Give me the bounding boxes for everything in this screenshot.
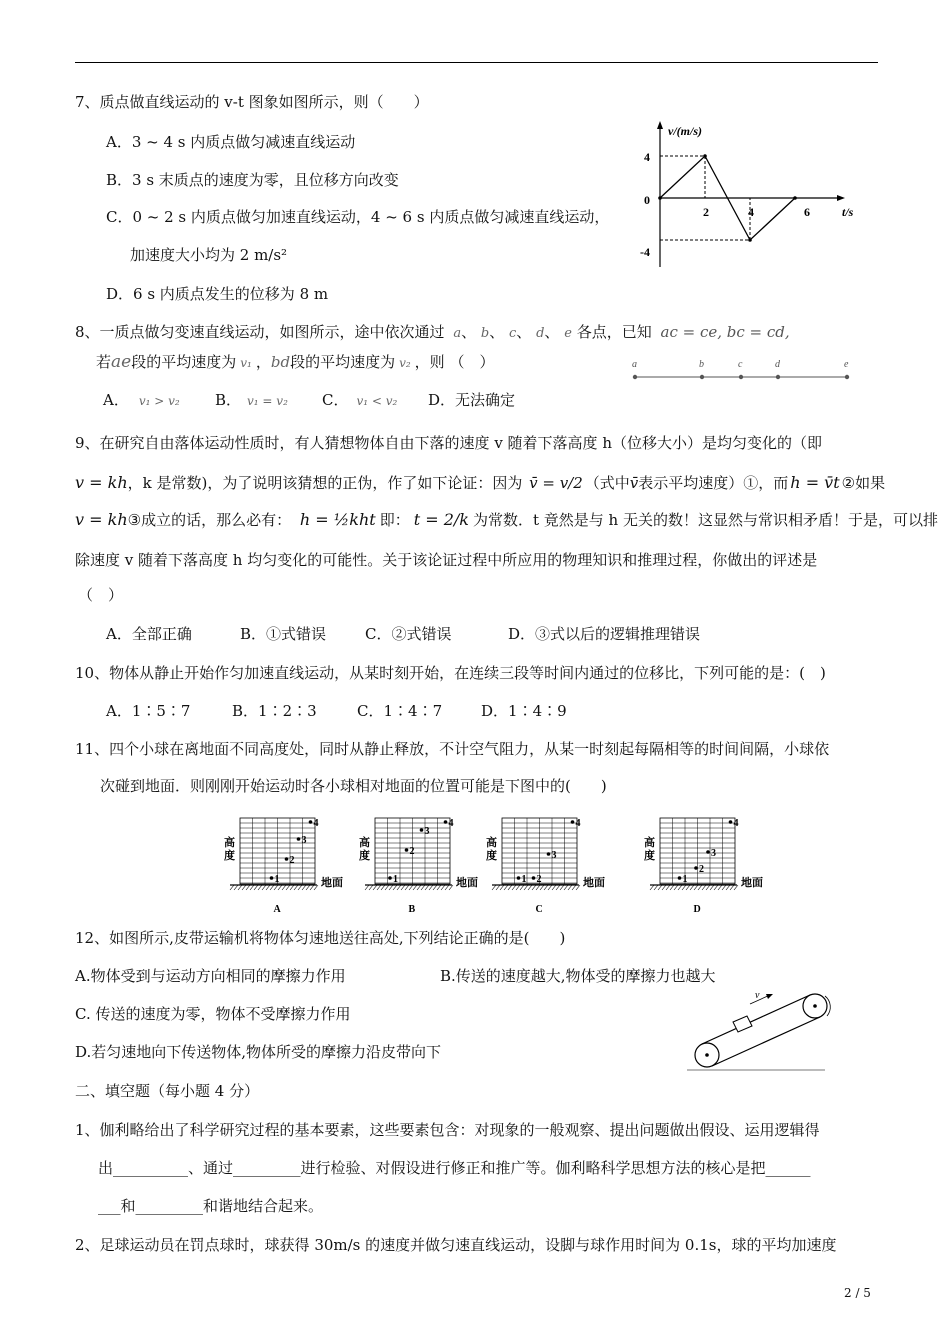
vt-tick-y-neg4: -4 (640, 245, 650, 259)
q11-ball-label-4: 4 (733, 818, 739, 829)
conveyor-pulley-high-axle (813, 1004, 817, 1008)
q11-ball-label-1: 1 (274, 874, 280, 885)
q9-line2 (75, 473, 885, 493)
q11-ground-hatch (686, 885, 690, 890)
q11-ground-hatch (650, 885, 654, 890)
q11-ball-1 (388, 876, 392, 880)
q9-option-c: C．②式错误 (365, 625, 452, 643)
q11-ground-hatch (413, 885, 417, 890)
q11-ground-hatch (429, 885, 433, 890)
q9-line4: 除速度 v 随着下落高度 h 均匀变化的可能性。关于该论证过程中所应用的物理知识和推理过程，你做出的评述是 (75, 551, 818, 569)
q12-option-a: A.物体受到与运动方向相同的摩擦力作用 (75, 967, 346, 985)
q11-ground-hatch (421, 885, 425, 890)
conveyor-velocity-arrowhead (766, 994, 773, 999)
q11-ground-hatch (504, 885, 508, 890)
q11-ground-hatch (262, 885, 266, 890)
q11-ground-hatch (690, 885, 694, 890)
q8-point-c: c (509, 326, 517, 341)
vt-ylabel: v/(m/s) (668, 124, 702, 138)
q12-option-b: B.传送的速度越大,物体受的摩擦力也越大 (440, 967, 716, 985)
q9-line1: 9、在研究自由落体运动性质时，有人猜想物体自由下落的速度 v 随着下落高度 h（位移大小）是均匀变化的（即 (75, 434, 822, 452)
q9-line3 (75, 510, 938, 530)
page-number: 2 / 5 (844, 1286, 871, 1300)
vt-point (658, 196, 662, 200)
conveyor-box (733, 1016, 752, 1032)
q11-ground-hatch (389, 885, 393, 890)
q7-stem: 7、质点做直线运动的 v-t 图象如图所示，则（ ） (75, 93, 429, 111)
q10-stem: 10、物体从静止开始作匀加速直线运动，从某时刻开始，在连续三段等时间内通过的位移比，下列可能的是：( ) (75, 664, 826, 682)
q11-ground-hatch (449, 885, 453, 890)
q11-ground-hatch (397, 885, 401, 890)
q11-ball-label-3: 3 (424, 826, 430, 837)
q11-ground-hatch (425, 885, 429, 890)
q11-ground-hatch (381, 885, 385, 890)
vt-point (793, 196, 797, 200)
q11-ground-hatch (508, 885, 512, 890)
q11-ball-4 (444, 820, 448, 824)
q8-option-d-label: D． (428, 391, 456, 409)
vt-graph (630, 115, 870, 275)
q8-dot-c (739, 375, 743, 379)
q11-ball-label-1: 1 (682, 874, 688, 885)
q11-height-label: 高 (486, 837, 497, 849)
q11-ground-hatch (500, 885, 504, 890)
q8-line2-d: 段的平均速度为 (290, 353, 396, 371)
q11-ground-hatch (242, 885, 246, 890)
q7-option-d: D．6 s 内质点发生的位移为 8 m (106, 285, 329, 303)
q11-ground-hatch (274, 885, 278, 890)
q10-option-c: C．1∶4∶7 (357, 702, 443, 720)
q11-ball-2 (285, 857, 289, 861)
q11-ground-hatch (666, 885, 670, 890)
q8-option-b (215, 390, 288, 411)
q10-option-b: B．1∶2∶3 (232, 702, 317, 720)
q10-option-a: A．1∶5∶7 (106, 702, 191, 720)
q8-option-b-expr: v₁ = v₂ (247, 394, 288, 408)
q8-seg1: ae (111, 352, 132, 372)
q11-ground-hatch (250, 885, 254, 890)
q11-ground-hatch (294, 885, 298, 890)
q11-ground-hatch (393, 885, 397, 890)
q11-ground-hatch (564, 885, 568, 890)
q11-ground-hatch (544, 885, 548, 890)
q11-ground-hatch (278, 885, 282, 890)
q8-option-d-expr: 无法确定 (455, 391, 516, 409)
q11-ground-hatch (270, 885, 274, 890)
q9-option-b: B．①式错误 (240, 625, 327, 643)
q11-ground-hatch (437, 885, 441, 890)
q8-seg2: bd (270, 353, 291, 371)
q8-line2-b: 段的平均速度为 (131, 353, 237, 371)
q11-ground-hatch (658, 885, 662, 890)
q8-option-a (103, 390, 180, 411)
conveyor-belt-bottom (712, 1017, 820, 1066)
q8-dot-d (776, 375, 780, 379)
q11-ground-hatch (556, 885, 560, 890)
q11-ball-3 (547, 852, 551, 856)
s2-q1-line3: ___和_________和谐地结合起来。 (98, 1197, 324, 1215)
q9-line2-a: ，k 是常数)，为了说明该猜想的正伪，作了如下论证：因为 (127, 474, 523, 492)
q11-ground-hatch (258, 885, 262, 890)
q11-ball-3 (420, 828, 424, 832)
q9-option-d: D．③式以后的逻辑推理错误 (508, 625, 701, 643)
q9-line5: （ ） (78, 586, 124, 604)
q11-ball-1 (270, 876, 274, 880)
conveyor-v-label: v (755, 990, 760, 1001)
q11-ground-hatch (722, 885, 726, 890)
q11-ground-hatch (552, 885, 556, 890)
q11-ground-hatch (694, 885, 698, 890)
q11-ball-label-3: 3 (711, 848, 716, 859)
q11-ball-4 (729, 820, 733, 824)
q11-ball-label-2: 2 (409, 846, 415, 857)
vt-tick-x-2: 2 (703, 205, 709, 219)
q11-ball-2 (532, 876, 536, 880)
q11-ground-hatch (238, 885, 242, 890)
q9-formula-vbar: v̄ (629, 474, 639, 492)
vt-tick-x-6: 6 (804, 205, 810, 219)
s2-q1-line2: 出__________、通过_________进行检验、对假设进行修正和推广等。伽利略科学思想方法的核心是把______ (98, 1159, 811, 1177)
s2-q1-line1: 1、伽利略给出了科学研究过程的基本要素，这些要素包含：对现象的一般观察、提出问题做出假设、运用逻辑得 (75, 1121, 820, 1139)
vt-tick-y-4: 4 (644, 150, 650, 164)
q11-ball-label-1: 1 (393, 874, 398, 885)
q8-dot-label-d: d (775, 359, 780, 370)
q8-dot-label-b: b (699, 359, 704, 370)
conveyor-belt-top (702, 995, 810, 1044)
q11-ground-hatch (670, 885, 674, 890)
q11-ground-hatch (730, 885, 734, 890)
q11-ground-hatch (714, 885, 718, 890)
q8-line2 (96, 352, 494, 373)
q11-ground-hatch (373, 885, 377, 890)
q11-height-label-2: 度 (359, 850, 370, 862)
q8-sep-2: 、 (489, 323, 505, 341)
q8-line1 (75, 322, 790, 344)
q11-panel-B (359, 818, 478, 915)
q11-ground-hatch (702, 885, 706, 890)
q11-ball-3 (706, 850, 710, 854)
vt-y-arrow (657, 121, 663, 129)
q8-line2-e: ，则 （ ） (414, 353, 495, 371)
vt-origin: 0 (644, 193, 650, 207)
q11-height-label: 高 (224, 837, 235, 849)
q8-dot-label-c: c (738, 359, 743, 370)
q8-option-a-expr: v₁ > v₂ (138, 394, 180, 408)
q8-option-c-expr: v₁ < v₂ (356, 394, 398, 408)
q8-dot-b (700, 375, 704, 379)
vt-point (748, 238, 752, 242)
q12-option-c: C. 传送的速度为零，物体不受摩擦力作用 (75, 1005, 351, 1023)
header-rule (75, 62, 878, 63)
q11-ground-hatch (409, 885, 413, 890)
q11-ground-hatch (682, 885, 686, 890)
q11-ground-hatch (512, 885, 516, 890)
q11-ball-1 (517, 876, 521, 880)
q9-formula-vkh: v = kh (75, 473, 128, 492)
q11-ground-hatch (524, 885, 528, 890)
q11-ground-hatch (532, 885, 536, 890)
q8-points-figure (625, 355, 865, 385)
q11-ground-label: 地面 (583, 877, 605, 889)
q7-option-c: C．0 ~ 2 s 内质点做匀加速直线运动，4 ~ 6 s 内质点做匀减速直线运动， (106, 208, 610, 226)
q11-ground-hatch (734, 885, 738, 890)
q11-ground-hatch (401, 885, 405, 890)
q11-ground-hatch (441, 885, 445, 890)
q11-ground-hatch (528, 885, 532, 890)
q8-option-d (428, 390, 515, 410)
q8-dot-label-a: a (632, 359, 637, 370)
q8-dot-a (633, 375, 637, 379)
vt-tick-x-4: 4 (748, 205, 754, 219)
q11-ground-hatch (433, 885, 437, 890)
q11-ground-hatch (306, 885, 310, 890)
q11-ground-hatch (405, 885, 409, 890)
q11-ground-hatch (246, 885, 250, 890)
vt-point (703, 154, 707, 158)
q11-ground-hatch (548, 885, 552, 890)
q11-ground-hatch (662, 885, 666, 890)
q9-option-a: A．全部正确 (106, 625, 192, 643)
q11-ground-hatch (516, 885, 520, 890)
vt-axes (640, 121, 854, 267)
q9-formula-vkh2: v = kh (75, 510, 128, 529)
q11-ground-hatch (282, 885, 286, 890)
q8-point-e: e (564, 326, 572, 341)
q11-height-label-2: 度 (224, 850, 235, 862)
q11-ground-hatch (674, 885, 678, 890)
q11-ground-hatch (568, 885, 572, 890)
q8-line2-c: ， (255, 353, 271, 371)
q8-option-c (322, 390, 397, 411)
conveyor-figure (685, 990, 835, 1075)
q8-option-c-label: C． (322, 391, 349, 409)
q11-ground-hatch (576, 885, 580, 890)
q11-ground-label: 地面 (456, 877, 478, 889)
q11-panel-D (644, 818, 763, 915)
q11-ground-hatch (310, 885, 314, 890)
q11-ground-hatch (698, 885, 702, 890)
q8-known: ac = ce, bc = cd, (660, 323, 790, 341)
q7-option-a: A．3 ~ 4 s 内质点做匀减速直线运动 (106, 133, 356, 151)
q11-ground-hatch (572, 885, 576, 890)
q11-ground-hatch (445, 885, 449, 890)
q12-option-d: D.若匀速地向下传送物体,物体所受的摩擦力沿皮带向下 (75, 1043, 442, 1061)
q11-ball-label-2: 2 (699, 864, 704, 875)
q11-ball-3 (297, 837, 301, 841)
q11-ground-label: 地面 (741, 877, 763, 889)
q11-ground-hatch (254, 885, 258, 890)
q8-option-b-label: B． (215, 391, 242, 409)
q11-ball-label-3: 3 (551, 850, 557, 861)
q11-ground-hatch (385, 885, 389, 890)
q11-ground-hatch (417, 885, 421, 890)
q7-option-c-cont: 加速度大小均为 2 m/s² (130, 246, 288, 264)
q11-panel-label-C: C (535, 904, 543, 915)
q11-panel-C (486, 818, 605, 915)
q11-ball-2 (694, 866, 698, 870)
q8-sep-4: 、 (544, 323, 560, 341)
q11-ground-hatch (560, 885, 564, 890)
q8-line2-a: 若 (96, 353, 112, 371)
q11-ground-hatch (298, 885, 302, 890)
q11-ball-label-4: 4 (313, 818, 319, 829)
q9-line2-b: （式中 (584, 474, 630, 492)
q11-ball-label-2: 2 (536, 874, 542, 885)
q11-ground-hatch (718, 885, 722, 890)
s2-q2-line1: 2、足球运动员在罚点球时，球获得 30m/s 的速度并做匀速直线运动，设脚与球作用时间为 0.1s，球的平均加速度 (75, 1236, 837, 1254)
vt-xlabel: t/s (842, 205, 854, 219)
q11-height-label-2: 度 (644, 850, 655, 862)
q8-sep-1: 、 (461, 323, 477, 341)
q11-height-label: 高 (359, 837, 370, 849)
q11-ball-1 (678, 876, 682, 880)
q8-line1-a: 8、一质点做匀变速直线运动，如图所示，途中依次通过 (75, 323, 445, 341)
q11-ball-label-2: 2 (289, 855, 295, 866)
q11-ground-hatch (726, 885, 730, 890)
q9-line2-c: 表示平均速度）①，而 (638, 474, 789, 492)
vt-x-arrow (837, 195, 845, 201)
q11-ground-hatch (377, 885, 381, 890)
q11-ground-hatch (286, 885, 290, 890)
q11-height-label: 高 (644, 837, 655, 849)
q9-line3-c: 为常数．t 竟然是与 h 无关的数！这显然与常识相矛盾！于是，可以排 (472, 511, 938, 529)
q8-point-b: b (480, 326, 490, 341)
q11-ball-label-1: 1 (521, 874, 527, 885)
q11-ground-hatch (496, 885, 500, 890)
q9-formula-hvt: h = v̄t (790, 473, 840, 492)
q10-option-d: D．1∶4∶9 (481, 702, 567, 720)
q11-panel-label-D: D (693, 904, 701, 915)
q8-sep-3: 、 (516, 323, 532, 341)
q11-ground-hatch (706, 885, 710, 890)
q11-ground-hatch (365, 885, 369, 890)
q11-ground-hatch (290, 885, 294, 890)
q8-line1-b: 各点，已知 (576, 323, 652, 341)
q11-ground-hatch (369, 885, 373, 890)
q11-ground-hatch (540, 885, 544, 890)
q11-ground-hatch (520, 885, 524, 890)
q11-ground-hatch (492, 885, 496, 890)
q8-point-d: d (536, 326, 545, 341)
q12-stem: 12、如图所示,皮带运输机将物体匀速地送往高处,下列结论正确的是( ) (75, 929, 566, 947)
q11-ground-hatch (536, 885, 540, 890)
q11-ground-hatch (302, 885, 306, 890)
q11-ground-hatch (234, 885, 238, 890)
q9-line3-b: 即： (379, 511, 410, 529)
q11-ball-2 (405, 848, 409, 852)
q11-ground-hatch (654, 885, 658, 890)
q8-point-a: a (453, 326, 462, 341)
q9-line3-a: ③成立的话，那么必有： (127, 511, 292, 529)
q11-height-label-2: 度 (486, 850, 497, 862)
section2-title: 二、填空题（每小题 4 分） (75, 1082, 260, 1100)
q11-panel-label-A: A (273, 904, 281, 915)
q8-v1: v₁ (240, 356, 252, 370)
q11-ball-4 (309, 820, 313, 824)
q11-line2: 次碰到地面．则刚刚开始运动时各小球相对地面的位置可能是下图中的( ) (100, 777, 607, 795)
q8-option-a-label: A． (103, 391, 129, 409)
q11-panel-label-B: B (408, 904, 416, 915)
q11-ground-hatch (266, 885, 270, 890)
q11-ball-4 (571, 820, 575, 824)
q11-line1: 11、四个小球在离地面不同高度处，同时从静止释放，不计空气阻力，从某一时刻起每隔相等的时间间隔，小球依 (75, 740, 830, 758)
q11-ball-label-4: 4 (575, 818, 581, 829)
q11-ground-hatch (314, 885, 318, 890)
q9-formula-h: h = ½kht (299, 510, 376, 529)
q11-ground-hatch (678, 885, 682, 890)
q11-ball-label-3: 3 (301, 835, 307, 846)
q11-figure (220, 812, 780, 917)
q8-dot-e (845, 375, 849, 379)
q8-v2: v₂ (399, 356, 411, 370)
q8-dot-label-e: e (844, 359, 849, 370)
q11-panel-A (224, 818, 343, 915)
q9-formula-avg: v̄ = v/2 (529, 474, 583, 492)
q11-ground-hatch (710, 885, 714, 890)
q9-line2-d: ②如果 (841, 474, 886, 492)
q9-formula-t: t = 2/k (413, 510, 469, 529)
q11-ground-label: 地面 (321, 877, 343, 889)
conveyor-pulley-low-axle (705, 1053, 709, 1057)
q8-dots (632, 359, 849, 379)
q7-option-b: B．3 s 末质点的速度为零，且位移方向改变 (106, 171, 399, 189)
q11-ball-label-4: 4 (448, 818, 454, 829)
q11-ground-hatch (230, 885, 234, 890)
